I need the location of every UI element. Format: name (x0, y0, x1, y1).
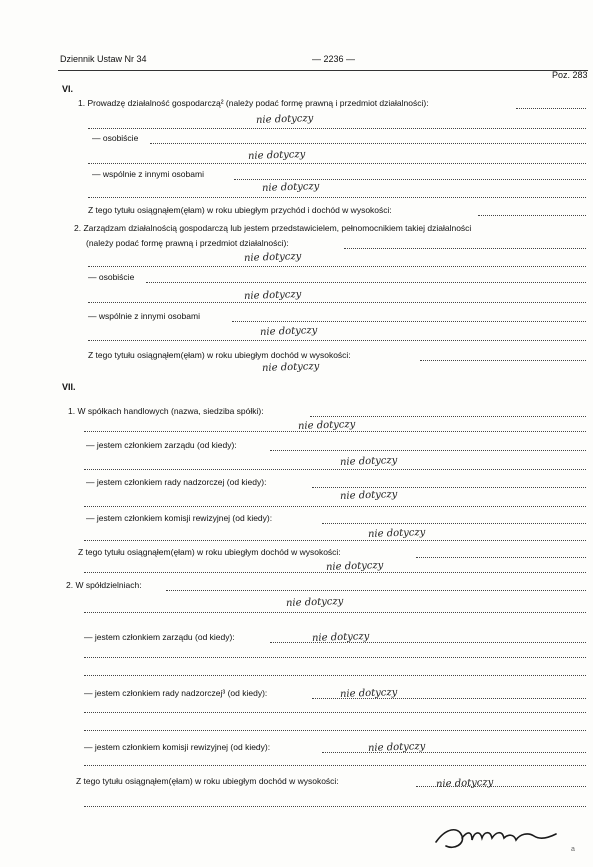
vii-2-supervisory-field-line2[interactable] (84, 712, 586, 713)
vii-1-board-answer: nie dotyczy (339, 455, 398, 468)
vii-2-income-answer: nie dotyczy (435, 777, 494, 790)
vi-2-label-line2: (należy podać formę prawną i przedmiot działalności): (86, 238, 289, 248)
vii-2-supervisory-label: — jestem członkiem rady nadzorczej³ (od kiedy): (84, 688, 268, 698)
vii-1-field[interactable] (310, 416, 586, 417)
vi-2-personally-label: — osobiście (88, 272, 135, 282)
vii-1-supervisory-field[interactable] (312, 487, 586, 488)
journal-title: Dziennik Ustaw Nr 34 (60, 54, 147, 64)
vii-1-income-answer: nie dotyczy (325, 560, 384, 573)
vi-2-jointly-answer: nie dotyczy (259, 325, 318, 338)
vi-2-income-field[interactable] (420, 360, 586, 361)
signature (432, 820, 562, 856)
vi-2-label-line1: 2. Zarządzam działalnością gospodarczą lub jestem przedstawicielem, pełnomocnikiem takiej działalności (74, 223, 472, 233)
vii-1-board-label: — jestem członkiem zarządu (od kiedy): (86, 440, 237, 450)
vi-2-personally-field[interactable] (146, 282, 586, 283)
vii-2-supervisory-answer: nie dotyczy (339, 687, 398, 700)
vi-2-personally-answer: nie dotyczy (243, 289, 302, 302)
vii-1-label: 1. W spółkach handlowych (nazwa, siedziba spółki): (68, 406, 264, 416)
vii-1-board-field[interactable] (270, 450, 586, 451)
vi-1-jointly-label: — wspólnie z innymi osobami (92, 169, 204, 179)
vi-1-field[interactable] (516, 108, 586, 109)
vii-2-audit-field-line2[interactable] (84, 765, 586, 766)
position-number: Poz. 283 (552, 70, 588, 80)
vii-1-income-label: Z tego tytułu osiągnąłem(ęłam) w roku ubiegłym dochód w wysokości: (78, 547, 341, 557)
vii-2-field-line2[interactable] (84, 612, 586, 613)
vii-1-income-field[interactable] (416, 557, 586, 558)
vi-1-personally-field-line2[interactable] (88, 163, 586, 164)
vii-2-audit-answer: nie dotyczy (367, 741, 426, 754)
vii-1-audit-answer: nie dotyczy (367, 527, 426, 540)
vii-2-income-field-line2[interactable] (84, 806, 586, 807)
vii-1-audit-label: — jestem członkiem komisji rewizyjnej (od kiedy): (86, 513, 273, 523)
vii-2-audit-field[interactable] (322, 752, 586, 753)
vii-2-board-field-line3[interactable] (84, 675, 586, 676)
vi-2-jointly-field[interactable] (232, 321, 586, 322)
vi-2-personally-field-line2[interactable] (88, 302, 586, 303)
vi-1-field-line2[interactable] (88, 128, 586, 129)
vi-1-jointly-field[interactable] (234, 179, 586, 180)
vi-2-jointly-field-line2[interactable] (88, 340, 586, 341)
vi-2-income-label: Z tego tytułu osiągnąłem(ęłam) w roku ubiegłym dochód w wysokości: (88, 350, 351, 360)
corner-mark: a (571, 846, 575, 853)
vii-1-supervisory-field-line2[interactable] (84, 506, 586, 507)
vii-2-board-answer: nie dotyczy (311, 631, 370, 644)
vii-1-supervisory-label: — jestem członkiem rady nadzorczej (od kiedy): (86, 477, 267, 487)
vi-2-income-answer: nie dotyczy (261, 361, 320, 374)
vi-2-jointly-label: — wspólnie z innymi osobami (88, 311, 200, 321)
vii-2-supervisory-field-line3[interactable] (84, 730, 586, 731)
vii-1-audit-field-line2[interactable] (84, 540, 586, 541)
section-vii-title: VII. (62, 382, 76, 392)
vii-2-board-field-line2[interactable] (84, 657, 586, 658)
vii-2-board-label: — jestem członkiem zarządu (od kiedy): (84, 632, 235, 642)
vii-2-audit-label: — jestem członkiem komisji rewizyjnej (od kiedy): (84, 742, 271, 752)
vii-2-field[interactable] (166, 590, 586, 591)
vi-1-jointly-field-line2[interactable] (88, 197, 586, 198)
vi-1-income-label: Z tego tytułu osiągnąłem(ęłam) w roku ubiegłym przychód i dochód w wysokości: (88, 205, 392, 215)
vii-1-answer: nie dotyczy (297, 419, 356, 432)
vii-1-supervisory-answer: nie dotyczy (339, 489, 398, 502)
vi-1-jointly-answer: nie dotyczy (261, 181, 320, 194)
vi-1-personally-answer: nie dotyczy (247, 149, 306, 162)
vii-1-field-line2[interactable] (84, 431, 586, 432)
section-vi-title: VI. (62, 84, 74, 94)
vi-1-label: 1. Prowadzę działalność gospodarczą² (należy podać formę prawną i przedmiot działalności): (78, 98, 429, 108)
page-number: — 2236 — (312, 54, 356, 64)
vi-2-field-line2[interactable] (88, 266, 586, 267)
vi-1-personally-label: — osobiście (92, 133, 139, 143)
vi-1-income-field[interactable] (478, 215, 586, 216)
vii-2-label: 2. W spółdzielniach: (66, 580, 142, 590)
vi-1-personally-field[interactable] (150, 143, 586, 144)
vii-1-audit-field[interactable] (322, 523, 586, 524)
vi-2-field[interactable] (344, 248, 586, 249)
header-rule (58, 70, 588, 71)
vi-1-answer: nie dotyczy (255, 113, 314, 126)
vii-1-board-field-line2[interactable] (84, 469, 586, 470)
vi-2-answer: nie dotyczy (243, 251, 302, 264)
vii-2-income-label: Z tego tytułu osiągnąłem(ęłam) w roku ubiegłym dochód w wysokości: (76, 776, 339, 786)
vii-2-answer: nie dotyczy (285, 596, 344, 609)
